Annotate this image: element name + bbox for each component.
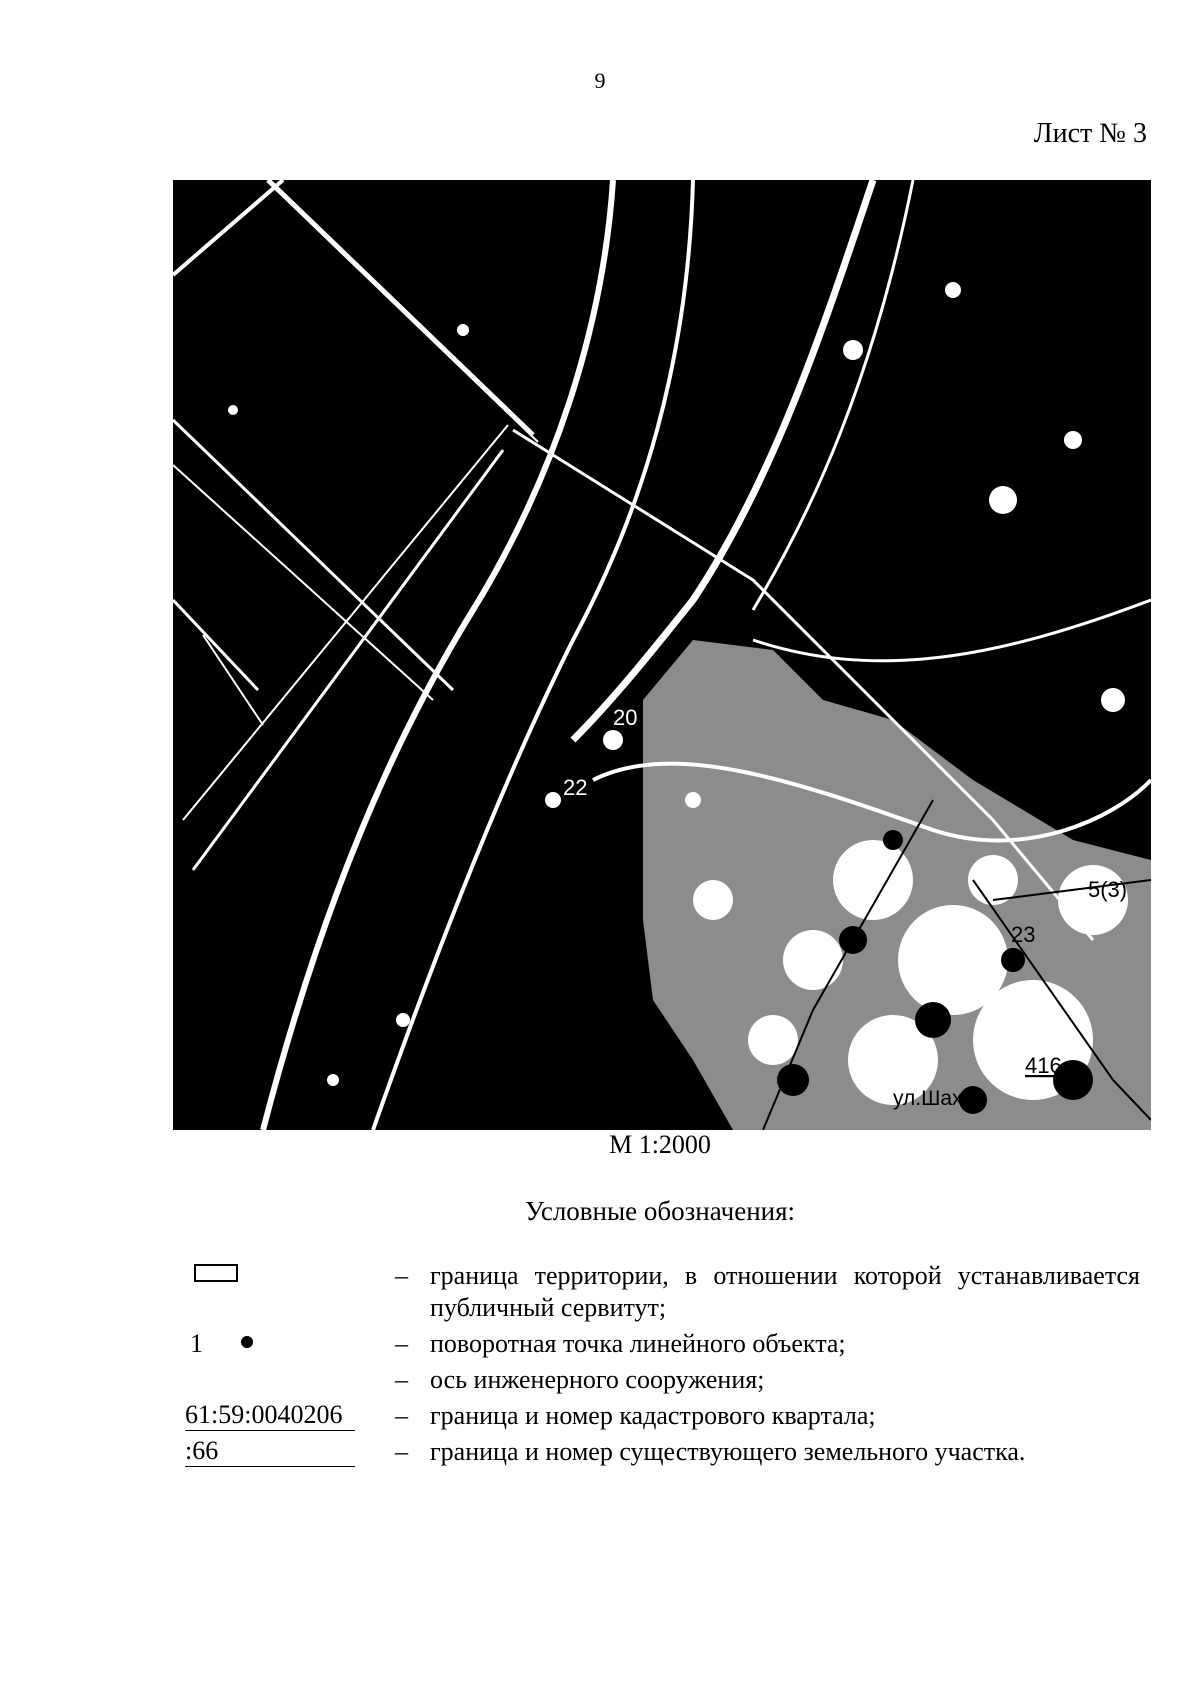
- legend-item-land-plot: [185, 1436, 1140, 1472]
- legend-dash: –: [395, 1401, 408, 1430]
- legend-item-cadastral-quarter: [185, 1400, 1140, 1436]
- map-label-416: 416: [1025, 1053, 1062, 1078]
- sheet-label: Лист № 3: [1033, 118, 1147, 149]
- axis-symbol: [185, 1364, 355, 1400]
- legend-title: Условные обозначения:: [524, 1196, 796, 1226]
- cadastral-quarter-symbol: [185, 1400, 355, 1436]
- legend-dash: –: [395, 1261, 408, 1290]
- land-plot-number: :66: [185, 1436, 355, 1467]
- legend-dash: –: [395, 1329, 408, 1358]
- map-label-22: 22: [563, 775, 588, 800]
- aerial-map: [173, 180, 1151, 1130]
- map-label-5-3: 5(3): [1088, 877, 1128, 902]
- map-scale: М 1:2000: [609, 1130, 711, 1159]
- legend-item-turning-point: [185, 1328, 1140, 1364]
- legend-item-boundary: [185, 1260, 1140, 1328]
- legend-dash: –: [395, 1437, 408, 1466]
- legend: [185, 1260, 1140, 1472]
- point-number: 1: [190, 1329, 203, 1358]
- dot-icon: [241, 1336, 253, 1348]
- legend-description: граница территории, в отношении которой устанавливается публичный сервитут;: [430, 1261, 1140, 1322]
- map-image: [173, 180, 1151, 1130]
- page-number: 9: [594, 68, 606, 93]
- map-label-street: ул.Шахты: [893, 1087, 988, 1110]
- turning-point-symbol: [185, 1328, 355, 1364]
- boundary-rectangle-icon: [185, 1260, 355, 1296]
- legend-description: поворотная точка линейного объекта;: [430, 1329, 846, 1358]
- legend-description: ось инженерного сооружения;: [430, 1365, 765, 1394]
- map-label-23: 23: [1011, 922, 1036, 947]
- legend-description: граница и номер существующего земельного участка.: [430, 1437, 1026, 1466]
- cadastral-quarter-number: 61:59:0040206: [185, 1400, 355, 1431]
- legend-description: граница и номер кадастрового квартала;: [430, 1401, 876, 1430]
- map-label-20: 20: [613, 705, 638, 730]
- legend-item-structure-axis: [185, 1364, 1140, 1400]
- legend-dash: –: [395, 1365, 408, 1394]
- land-plot-symbol: [185, 1436, 355, 1472]
